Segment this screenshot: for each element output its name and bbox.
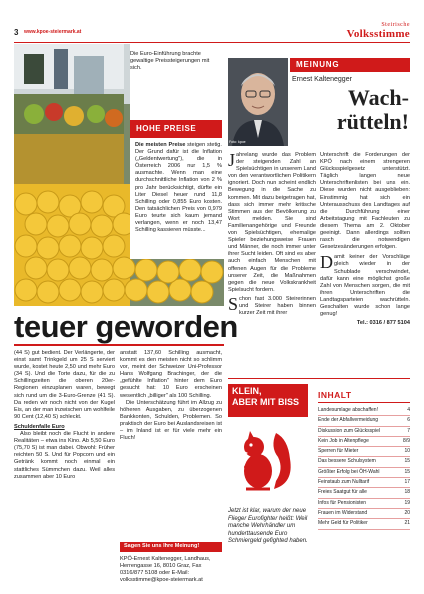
toc-item[interactable] (318, 447, 410, 457)
feedback-banner-label: Sagen Sie uns Ihre Meinung! (124, 543, 200, 549)
toc-item-page: 19 (404, 499, 410, 506)
article-paragraph: Also bleibt noch die Flucht in andere Realitäten – etwa ins Kino. Ab 5,50 Euro (75,70 S) ist man dabei. Obwohl: Früher reichten 50 S. Und für Popcorn und ein Getränk kommt noch einmal ein stattliches Sümmchen dazu. Weil alles zusammen aber 10 Euro (14, 431, 115, 480)
article-subhead: Schuldenfalle Euro (14, 423, 65, 430)
toc-item-label: Sperren für Mieter (318, 448, 359, 455)
table-of-contents (318, 406, 410, 530)
opinion-column-2 (320, 152, 410, 327)
toc-item-label: Infos für Pensionisten (318, 499, 367, 506)
hohe-preise-lead: Die meisten Preise (135, 142, 186, 148)
opinion-paragraph: Unterschrift die Forderungen der KPÖ nach einem strengeren Glücksspielgesetz unterstützt. Täglich langen neue Unterschriftenlisten bei uns ein. Diese wurden nicht ausgeblieben: Einstimmig hat sich ein Unterausschuss des Landtages auf die Durchführung einer Arbeitstagung mit Fachleuten zu diesem Thema am 2. Oktober geeinigt. Dann allerdings sollten rasch die notwendigen Gesetzesänderungen erfolgen. (320, 152, 410, 251)
klein-text: Jetzt ist klar, warum der neue Flieger Eurofighter heißt: Weil manche Wehrhändler um hunderttausende Euro Schmiergeld gefighted haben. (228, 508, 308, 544)
toc-item[interactable] (318, 468, 410, 478)
toc-item-page: 10 (404, 448, 410, 455)
article-column-2 (120, 350, 222, 442)
opinion-paragraph: amit keiner der Vorschläge gleich wieder in der Schublade verschwindet, dafür kann eine möglichst große Zahl von Menschen sorgen, die mit ihren Unterschriften die Landtagsparteien wachrütteln. Geschalten wurde schon lange genug! (320, 254, 410, 318)
toc-item-page: 18 (404, 489, 410, 496)
opinion-phone[interactable]: Tel.: 0316 / 877 5104 (356, 320, 410, 327)
toc-item-page: 21 (404, 520, 410, 527)
opinion-title (290, 86, 409, 134)
newspaper-logo-name: Volksstimme (346, 28, 410, 40)
opinion-title-line-2: rütteln! (336, 109, 409, 134)
article-paragraph: (44 S) gut bedient. Der Verlängerte, der einst samt Trinkgeld um 25 S serviert wurde, kostet heute 2,50 und mehr Euro (34 S). Und die Torte dazu, für die zu Schillingzeiten die oberen 20er-Regionen einzuplanen waren, bewegt sich rund um die 3-Euro-Grenze (41 S). Da reden wir noch nicht von der Kugel Eis, an der man inzwischen um wohlfeile 90 Cent (12,40 S) schleckt. (14, 350, 115, 420)
opinion-paragraph: chon fast 3.000 Steirerinnen und Steirer haben binnen kurzer Zeit mit ihrer (239, 295, 316, 317)
toc-item-page: 15 (404, 468, 410, 475)
toc-item-page: 4 (407, 407, 410, 413)
toc-item[interactable] (318, 478, 410, 488)
klein-label (232, 386, 299, 408)
toc-item-page: 6 (407, 417, 410, 424)
headline-rule (14, 344, 224, 346)
toc-item-label: Größter Erfolg bei ÖH-Wahl (318, 468, 380, 475)
toc-item[interactable] (318, 488, 410, 498)
toc-item[interactable] (318, 437, 410, 447)
article-column-1 (14, 350, 115, 481)
drop-cap: J (228, 150, 236, 170)
toc-item-page: 20 (404, 509, 410, 516)
toc-item[interactable] (318, 416, 410, 426)
toc-item[interactable] (318, 519, 410, 529)
toc-item-page: 17 (404, 479, 410, 486)
opinion-title-line-1: Wach- (347, 85, 409, 110)
author-portrait (228, 58, 288, 146)
toc-item[interactable] (318, 457, 410, 467)
toc-item-label: Das bessere Schulsystem (318, 458, 376, 465)
meinung-label: MEINUNG (296, 60, 340, 69)
hohe-preise-label: HOHE PREISE (136, 124, 197, 133)
page-number: 3 (14, 28, 19, 37)
hohe-preise-body: steigen stetig. Der Grund dafür ist die Inflation („Geldentwertung"), die in Österreich 2006 nur 1,5 % ausmachte. Wenn man eine durchschnittliche Inflation von 2 % pro Jahr berücksichtigt, dürfte ein Liter Diesel heuer rund 11,8 Schilling oder 0,855 Euro kosten. Den tatsächlichen Preis von 0,979 Euro teurte sich kaum jemand verlangen, wenn er noch 13,47 Schilling kassieren müsste... (135, 142, 222, 234)
newspaper-logo (347, 22, 410, 40)
toc-item-label: Freies Saatgut für alle (318, 489, 367, 496)
toc-item-page: 8/9 (403, 437, 410, 444)
newspaper-logo-top: Steirische (381, 22, 410, 28)
inhalt-divider (318, 402, 410, 403)
hohe-preise-text (135, 142, 222, 234)
article-paragraph: anstatt 137,60 Schilling ausmacht, kommt es den meisten nicht so schlimm vor, meint der Schweizer Uni-Professor Hans Wolfgang Brachinger, der die „gefühlte Inflation" hinter dem Euro gesucht hat: 10 Euro erscheinen wesentlich „billiger" als 100 Schilling. (120, 350, 222, 399)
squirrel-icon (236, 425, 296, 497)
toc-item-label: Ende der Abfallvermeidung (318, 417, 379, 424)
header-divider (14, 42, 410, 43)
article-headline: teuer geworden (14, 309, 238, 344)
drop-cap: S (228, 293, 239, 314)
toc-item[interactable] (318, 427, 410, 437)
toc-item[interactable] (318, 499, 410, 509)
opinion-author: Ernest Kaltenegger (292, 76, 352, 83)
opinion-column-1 (228, 152, 316, 317)
article-paragraph: Die Unterschätzung führt im Allzug zu höheren Ausgaben, zu überzogenen Bankkonten, Schulden, Problemen. So praktisch der Euro bei Auslandsreisen ist – im Inland ist er für viele mehr ein Fluch! (120, 399, 222, 442)
toc-item-label: Diskussion zum Glücksspiel (318, 427, 380, 434)
inhalt-title: INHALT (318, 390, 352, 400)
toc-item[interactable] (318, 406, 410, 416)
contact-info[interactable]: KPÖ-Ernest Kaltenegger, Landhaus, Herrengasse 16, 8010 Graz, Fax 0316/877 5108 oder E-Mail: volksstimme@kpoe-steiermark.at (120, 556, 211, 584)
toc-item-label: Feinstaub zum Nulltarif (318, 479, 370, 486)
toc-item-label: Landesumlage abschaffen! (318, 407, 378, 413)
toc-item-page: 7 (407, 427, 410, 434)
toc-item-page: 15 (404, 458, 410, 465)
section-divider (228, 378, 410, 379)
klein-label-line-2: ABER MIT BISS (232, 397, 300, 407)
photo-credit: Foto: kpoe (229, 140, 246, 144)
klein-label-line-1: KLEIN, (232, 386, 262, 396)
toc-item-label: Frauen im Widerstand (318, 509, 368, 516)
opinion-paragraph: ahrelang wurde das Problem der steigenden Zahl an Spielsüchtigen in unserem Land von den verantwortlichen Politikern ignoriert. Doch nun scheint endlich Bewegung in die Sache zu kommen. Mit dazu beigetragen hat, dass sich immer mehr kritische Stimmen aus der Bevölkerung zu Wort melden. Sie sind Familienangehörige und Freunde von Spielsüchtigen, ehemalige Spieler beziehungsweise Frauen und Männer, die noch immer unter ihrer Sucht leiden. Oft sind es aber auch einfach Menschen mit offenen Augen für die Probleme unserer Zeit, die Maßnahmen gegen die neue Volkskrankheit Spielsucht fordern. (228, 152, 316, 293)
photo-caption: Die Euro-Einführung brachte gewaltige Preissteigerungen mit sich. (130, 51, 210, 72)
toc-item[interactable] (318, 509, 410, 519)
toc-item-label: Kein Job in Altenpflege (318, 437, 369, 444)
toc-item-label: Mehr Geld für Politiker (318, 520, 368, 527)
website-url[interactable]: www.kpoe-steiermark.at (24, 29, 82, 35)
drop-cap: D (320, 252, 333, 273)
